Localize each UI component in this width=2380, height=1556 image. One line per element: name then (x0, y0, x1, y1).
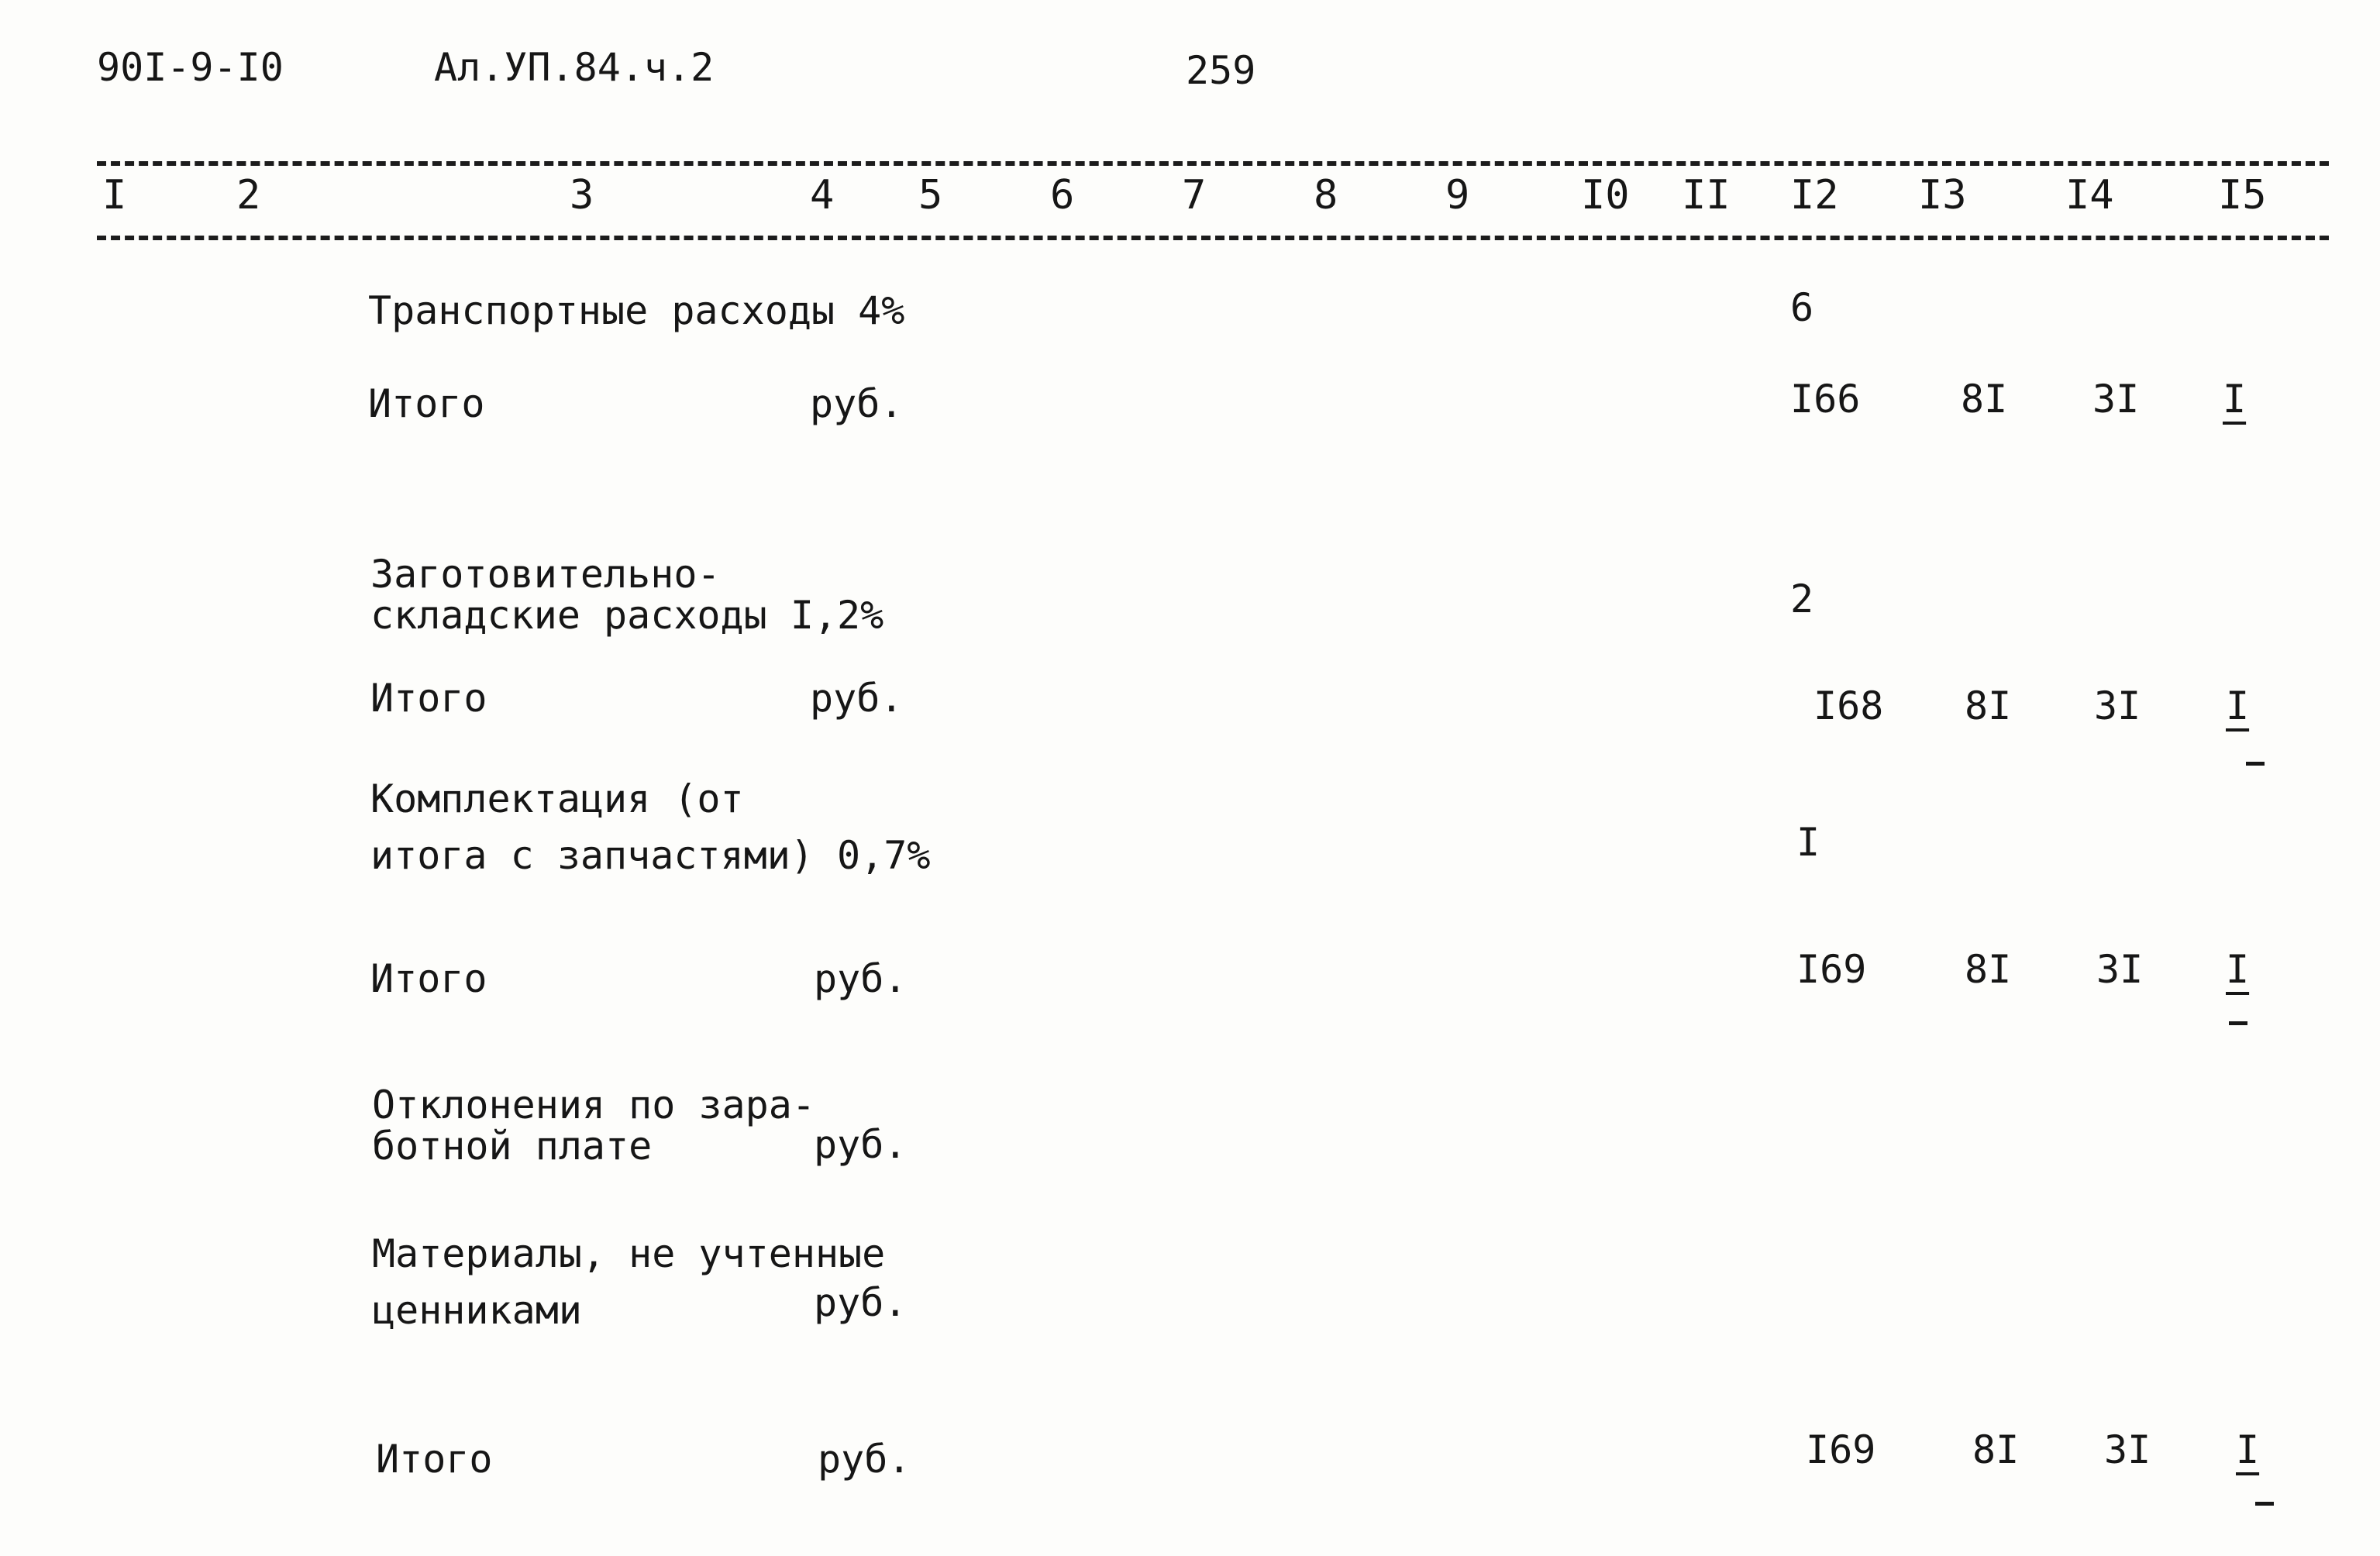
column-header-3: 3 (570, 172, 594, 219)
col14-value: 3I (2092, 377, 2140, 422)
col12-value: I66 (1790, 377, 1861, 422)
column-header-2: 2 (236, 172, 261, 219)
column-header-1: I (102, 172, 127, 219)
column-header-13: I3 (1918, 172, 1967, 219)
row-label: Транспортные расходы 4% (368, 288, 905, 333)
page-number: 259 (1186, 48, 1256, 93)
row-label: Материалы, не учтенные ценниками (372, 1231, 886, 1333)
correction-mark (2255, 1502, 2274, 1506)
row-unit: руб. (818, 1437, 911, 1482)
column-header-14: I4 (2065, 172, 2114, 219)
document-code: 90I-9-I0 (97, 45, 284, 90)
row-label: Итого (370, 676, 487, 721)
col12-value: I (1796, 820, 1820, 865)
col12-value: I69 (1806, 1427, 1876, 1472)
col14-value: 3I (2094, 683, 2141, 728)
col13-value: 8I (1961, 377, 2008, 422)
correction-mark (2229, 1021, 2247, 1025)
column-header-10: I0 (1581, 172, 1630, 219)
row-label: Комплектация (от итога с запчастями) 0,7% (370, 776, 931, 878)
row-unit: руб. (810, 381, 904, 426)
col13-value: 8I (1972, 1427, 2020, 1472)
row-unit: руб. (814, 1280, 908, 1325)
column-header-15: I5 (2218, 172, 2267, 219)
column-header-5: 5 (918, 172, 943, 219)
col14-value: 3I (2096, 947, 2144, 992)
header-top-rule (97, 161, 2329, 166)
column-header-6: 6 (1050, 172, 1075, 219)
col12-value: 2 (1790, 577, 1814, 621)
row-unit: руб. (810, 676, 904, 721)
col12-value: I69 (1796, 947, 1867, 992)
col12-value: I68 (1813, 683, 1884, 728)
column-header-4: 4 (810, 172, 835, 219)
column-header-7: 7 (1182, 172, 1207, 219)
row-unit: руб. (814, 1122, 908, 1167)
row-label: Итого (368, 381, 485, 426)
col14-value: 3I (2104, 1427, 2151, 1472)
col15-value: I (2226, 947, 2250, 992)
col13-value: 8I (1965, 683, 2012, 728)
col12-value: 6 (1790, 285, 1814, 330)
col13-value: 8I (1965, 947, 2012, 992)
album-reference: Ал.УП.84.ч.2 (434, 45, 715, 90)
column-header-8: 8 (1314, 172, 1338, 219)
row-unit: руб. (814, 956, 908, 1001)
column-header-12: I2 (1790, 172, 1839, 219)
row-label: Заготовительно- складские расходы I,2% (370, 552, 884, 638)
column-header-9: 9 (1445, 172, 1470, 219)
header-bottom-rule (97, 236, 2329, 240)
col15-value: I (2236, 1427, 2260, 1472)
column-header-11: II (1682, 172, 1731, 219)
row-label: Отклонения по зара- ботной плате (372, 1083, 815, 1169)
row-label: Итого (376, 1437, 493, 1482)
col15-value: I (2223, 377, 2247, 422)
correction-mark (2246, 762, 2265, 766)
row-label: Итого (370, 956, 487, 1001)
col15-value: I (2226, 683, 2250, 728)
